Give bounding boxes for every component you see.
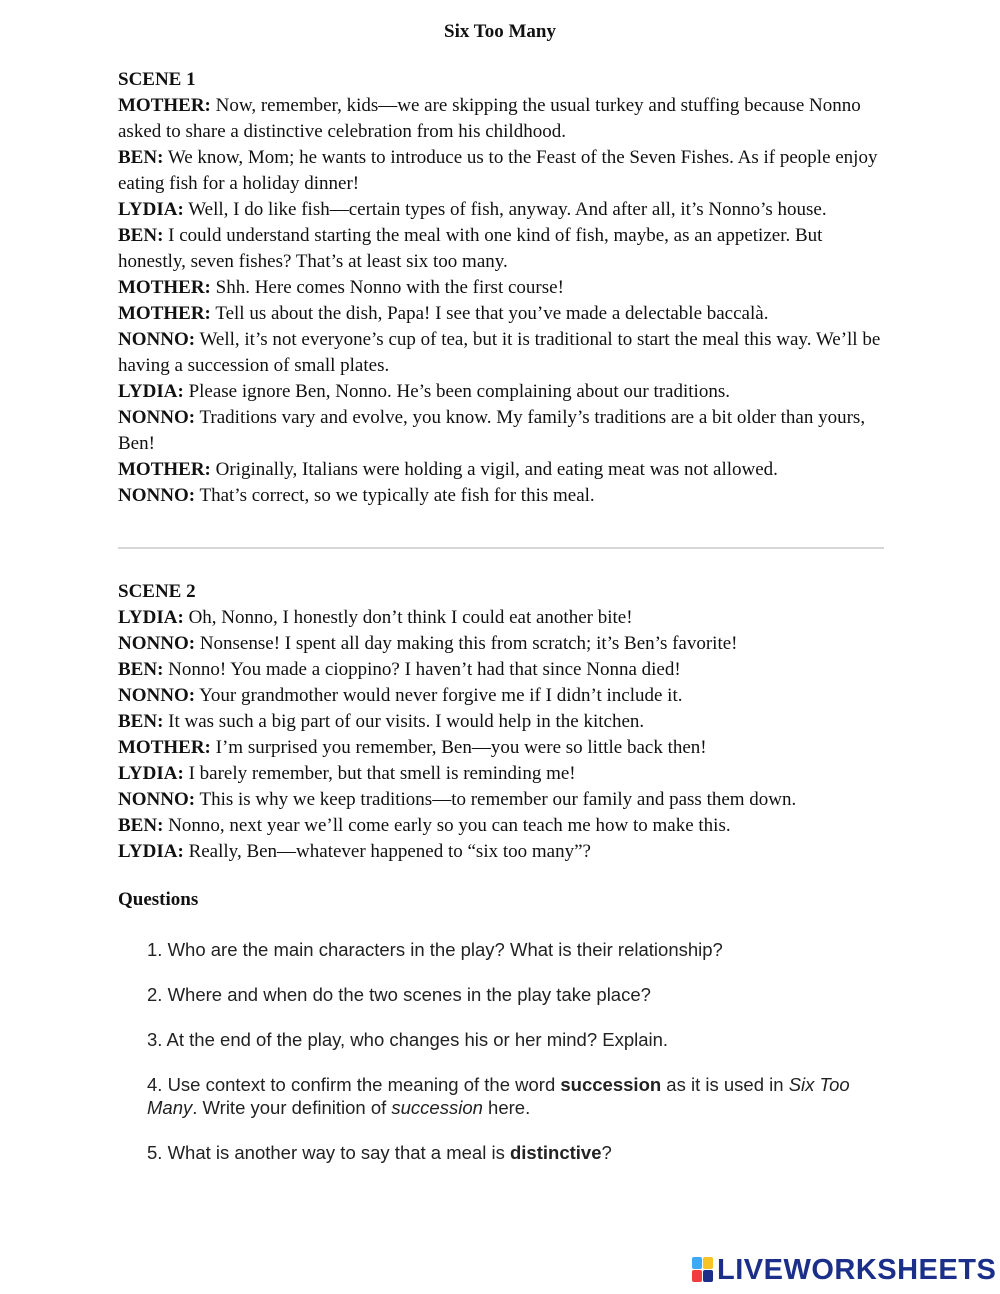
dialogue-line	[118, 735, 888, 761]
dialogue-line	[118, 379, 888, 405]
scene-heading: SCENE 1	[118, 69, 196, 90]
dialogue-line	[118, 223, 888, 275]
document-title: Six Too Many	[444, 21, 556, 42]
speaker-name: MOTHER:	[118, 303, 211, 324]
vocab-word-distinctive: distinctive	[509, 1142, 602, 1163]
dialogue-line	[118, 813, 888, 839]
dialogue-text: I’m surprised you remember, Ben—you were so little back then!	[215, 737, 707, 758]
question-5	[147, 1141, 867, 1164]
dialogue-text: I barely remember, but that smell is reminding me!	[188, 763, 576, 784]
speaker-name: NONNO:	[118, 789, 196, 810]
dialogue-text: Your grandmother would never forgive me if I didn’t include it.	[199, 685, 683, 706]
question-text: as it is used in	[661, 1074, 789, 1095]
question-text: here.	[482, 1097, 531, 1118]
scene-heading: SCENE 2	[118, 581, 196, 602]
speaker-name: NONNO:	[118, 685, 196, 706]
dialogue-line	[118, 197, 888, 223]
question-4	[147, 1073, 867, 1119]
speaker-name: LYDIA:	[118, 381, 184, 402]
dialogue-line	[118, 457, 888, 483]
dialogue-text: Well, I do like fish—certain types of fish, anyway. And after all, it’s Nonno’s house.	[188, 199, 827, 220]
vocab-word-italic: succession	[391, 1097, 483, 1118]
vocab-word-succession: succession	[560, 1074, 662, 1095]
speaker-name: BEN:	[118, 815, 164, 836]
question-text: 5. What is another way to say that a meal is	[147, 1142, 510, 1163]
dialogue-text: Well, it’s not everyone’s cup of tea, but it is traditional to start the meal this way. We’ll be having a succession of small plates.	[118, 329, 881, 376]
speaker-name: LYDIA:	[118, 841, 184, 862]
logo-square-red	[692, 1270, 702, 1282]
speaker-name: NONNO:	[118, 485, 196, 506]
dialogue-line	[118, 605, 888, 631]
question-3: 3. At the end of the play, who changes his or her mind? Explain.	[147, 1029, 669, 1050]
dialogue-text: Originally, Italians were holding a vigil, and eating meat was not allowed.	[215, 459, 778, 480]
speaker-name: BEN:	[118, 711, 164, 732]
dialogue-text: Nonno! You made a cioppino? I haven’t had that since Nonna died!	[168, 659, 681, 680]
speaker-name: BEN:	[118, 147, 164, 168]
dialogue-text: Please ignore Ben, Nonno. He’s been complaining about our traditions.	[188, 381, 730, 402]
speaker-name: NONNO:	[118, 633, 196, 654]
question-1: 1. Who are the main characters in the play? What is their relationship?	[147, 939, 723, 960]
speaker-name: MOTHER:	[118, 277, 211, 298]
dialogue-line	[118, 483, 888, 509]
logo-icon	[692, 1257, 714, 1283]
logo-square-yellow	[703, 1257, 713, 1269]
dialogue-line	[118, 787, 888, 813]
logo-square-navy	[703, 1270, 713, 1282]
dialogue-text: It was such a big part of our visits. I would help in the kitchen.	[168, 711, 645, 732]
question-text: ?	[601, 1142, 612, 1163]
dialogue-line	[118, 631, 888, 657]
question-2: 2. Where and when do the two scenes in the play take place?	[147, 984, 651, 1005]
dialogue-line	[118, 301, 888, 327]
section-divider	[118, 547, 884, 549]
dialogue-text: Nonno, next year we’ll come early so you can teach me how to make this.	[168, 815, 731, 836]
dialogue-line	[118, 327, 888, 379]
dialogue-text: Shh. Here comes Nonno with the first course!	[215, 277, 564, 298]
question-text: 4. Use context to confirm the meaning of the word	[147, 1074, 561, 1095]
logo-square-blue	[692, 1257, 702, 1269]
questions-heading: Questions	[118, 889, 199, 910]
speaker-name: LYDIA:	[118, 199, 184, 220]
dialogue-line	[118, 683, 888, 709]
dialogue-line	[118, 657, 888, 683]
liveworksheets-logo	[692, 1254, 996, 1286]
scene-1	[118, 67, 888, 509]
dialogue-line	[118, 275, 888, 301]
scene-2	[118, 579, 888, 865]
play-title: Six Too Many	[147, 1074, 850, 1118]
dialogue-line	[118, 839, 888, 865]
dialogue-text: Oh, Nonno, I honestly don’t think I could eat another bite!	[188, 607, 633, 628]
dialogue-text: Now, remember, kids—we are skipping the usual turkey and stuffing because Nonno asked to share a distinctive celebration from his childhood.	[118, 95, 861, 142]
dialogue-line	[118, 709, 888, 735]
question-text: . Write your definition of	[192, 1097, 392, 1118]
dialogue-text: We know, Mom; he wants to introduce us to the Feast of the Seven Fishes. As if people enjoy eating fish for a holiday dinner!	[118, 147, 878, 194]
speaker-name: MOTHER:	[118, 95, 211, 116]
dialogue-line	[118, 761, 888, 787]
speaker-name: BEN:	[118, 659, 164, 680]
dialogue-text: Nonsense! I spent all day making this from scratch; it’s Ben’s favorite!	[199, 633, 738, 654]
dialogue-text: Traditions vary and evolve, you know. My family’s traditions are a bit older than yours, Ben!	[118, 407, 866, 454]
dialogue-text: Tell us about the dish, Papa! I see that you’ve made a delectable baccalà.	[215, 303, 769, 324]
dialogue-line	[118, 405, 888, 457]
logo-text: LIVEWORKSHEETS	[717, 1254, 997, 1286]
dialogue-text: That’s correct, so we typically ate fish for this meal.	[199, 485, 595, 506]
speaker-name: LYDIA:	[118, 763, 184, 784]
dialogue-line	[118, 145, 888, 197]
speaker-name: MOTHER:	[118, 459, 211, 480]
speaker-name: BEN:	[118, 225, 164, 246]
dialogue-text: Really, Ben—whatever happened to “six too many”?	[188, 841, 591, 862]
dialogue-text: I could understand starting the meal with one kind of fish, maybe, as an appetizer. But honestly, seven fishes? That’s at least six too many.	[118, 225, 823, 272]
dialogue-line	[118, 93, 888, 145]
speaker-name: LYDIA:	[118, 607, 184, 628]
speaker-name: MOTHER:	[118, 737, 211, 758]
speaker-name: NONNO:	[118, 407, 196, 428]
dialogue-text: This is why we keep traditions—to remember our family and pass them down.	[199, 789, 797, 810]
speaker-name: NONNO:	[118, 329, 196, 350]
